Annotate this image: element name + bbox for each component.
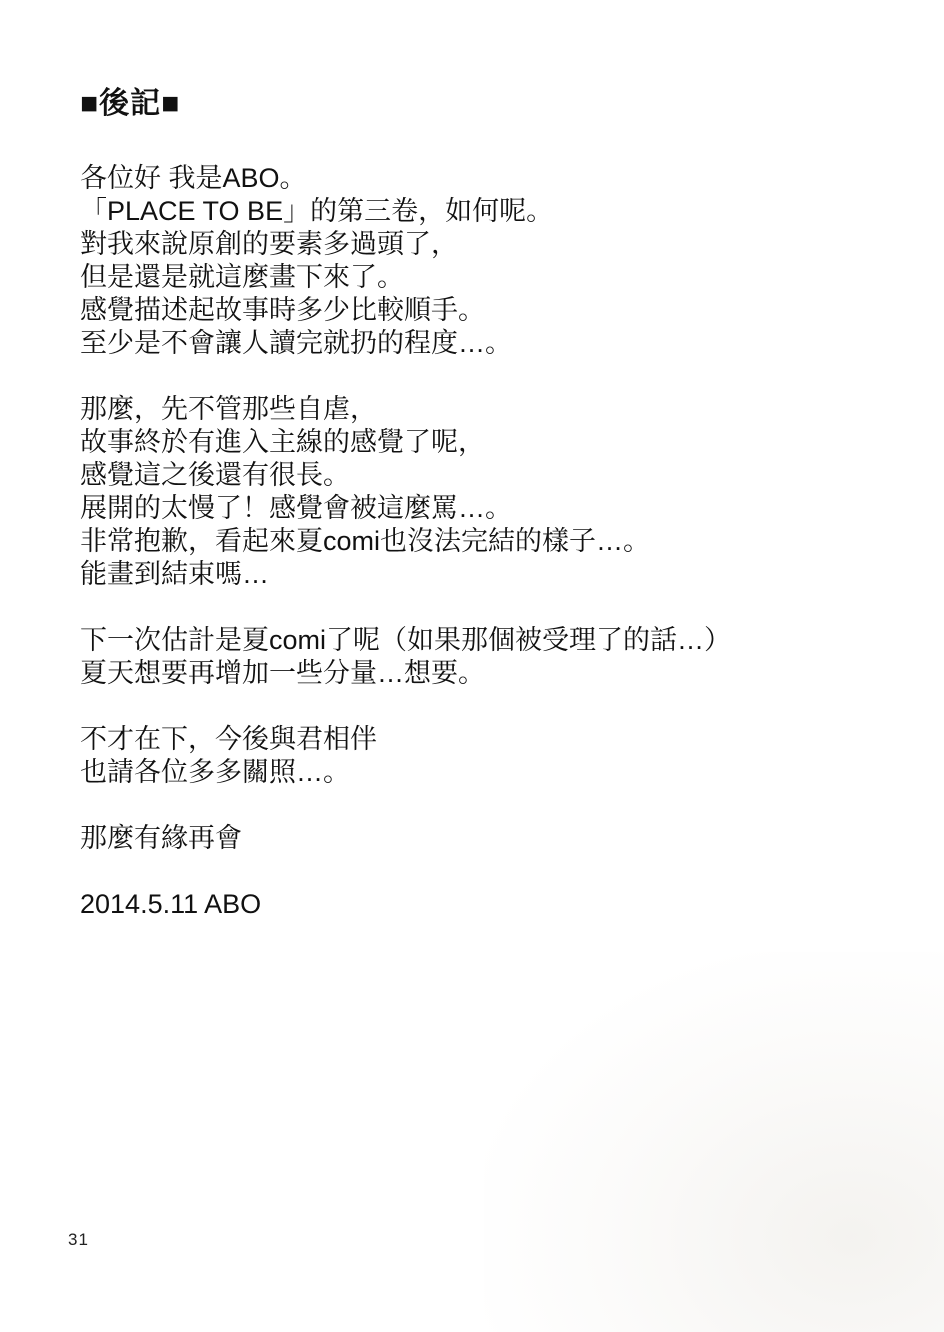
afterword-line: 至少是不會讓人讀完就扔的程度…。 bbox=[80, 328, 512, 358]
afterword-line: 那麼，先不管那些自虐， bbox=[80, 394, 377, 424]
afterword-signature bbox=[80, 888, 880, 921]
afterword-line: 不才在下，今後與君相伴 bbox=[80, 724, 377, 754]
afterword-paragraph-greeting bbox=[80, 162, 880, 360]
afterword-line: 感覺這之後還有很長。 bbox=[80, 460, 350, 490]
afterword-line: 各位好 我是ABO。 bbox=[80, 163, 307, 193]
afterword-line: 下一次估計是夏comi了呢（如果那個被受理了的話…） bbox=[80, 625, 732, 655]
afterword-line: 也請各位多多關照…。 bbox=[80, 757, 350, 787]
afterword-paragraph-story bbox=[80, 393, 880, 591]
afterword-line: 「PLACE TO BE」的第三卷，如何呢。 bbox=[80, 196, 554, 226]
afterword-line: 能畫到結束嗎… bbox=[80, 559, 269, 589]
afterword-line: 非常抱歉，看起來夏comi也沒法完結的樣子…。 bbox=[80, 526, 651, 556]
afterword-paragraph-farewell bbox=[80, 822, 880, 855]
afterword-line: 對我來說原創的要素多過頭了， bbox=[80, 229, 458, 259]
afterword-line: 那麼有緣再會 bbox=[80, 823, 242, 853]
afterword-line: 2014.5.11 ABO bbox=[80, 889, 262, 919]
afterword-content bbox=[80, 88, 880, 954]
page-number: 31 bbox=[68, 1230, 89, 1249]
afterword-title: ■後記■ bbox=[80, 87, 181, 120]
scan-shading-artifact bbox=[484, 952, 944, 1332]
afterword-line: 夏天想要再增加一些分量…想要。 bbox=[80, 658, 485, 688]
afterword-paragraph-next-event bbox=[80, 624, 880, 690]
afterword-line: 感覺描述起故事時多少比較順手。 bbox=[80, 295, 485, 325]
afterword-line: 故事終於有進入主線的感覺了呢， bbox=[80, 427, 485, 457]
afterword-line: 展開的太慢了！感覺會被這麼罵…。 bbox=[80, 493, 512, 523]
afterword-line: 但是還是就這麼畫下來了。 bbox=[80, 262, 404, 292]
afterword-paragraph-thanks bbox=[80, 723, 880, 789]
